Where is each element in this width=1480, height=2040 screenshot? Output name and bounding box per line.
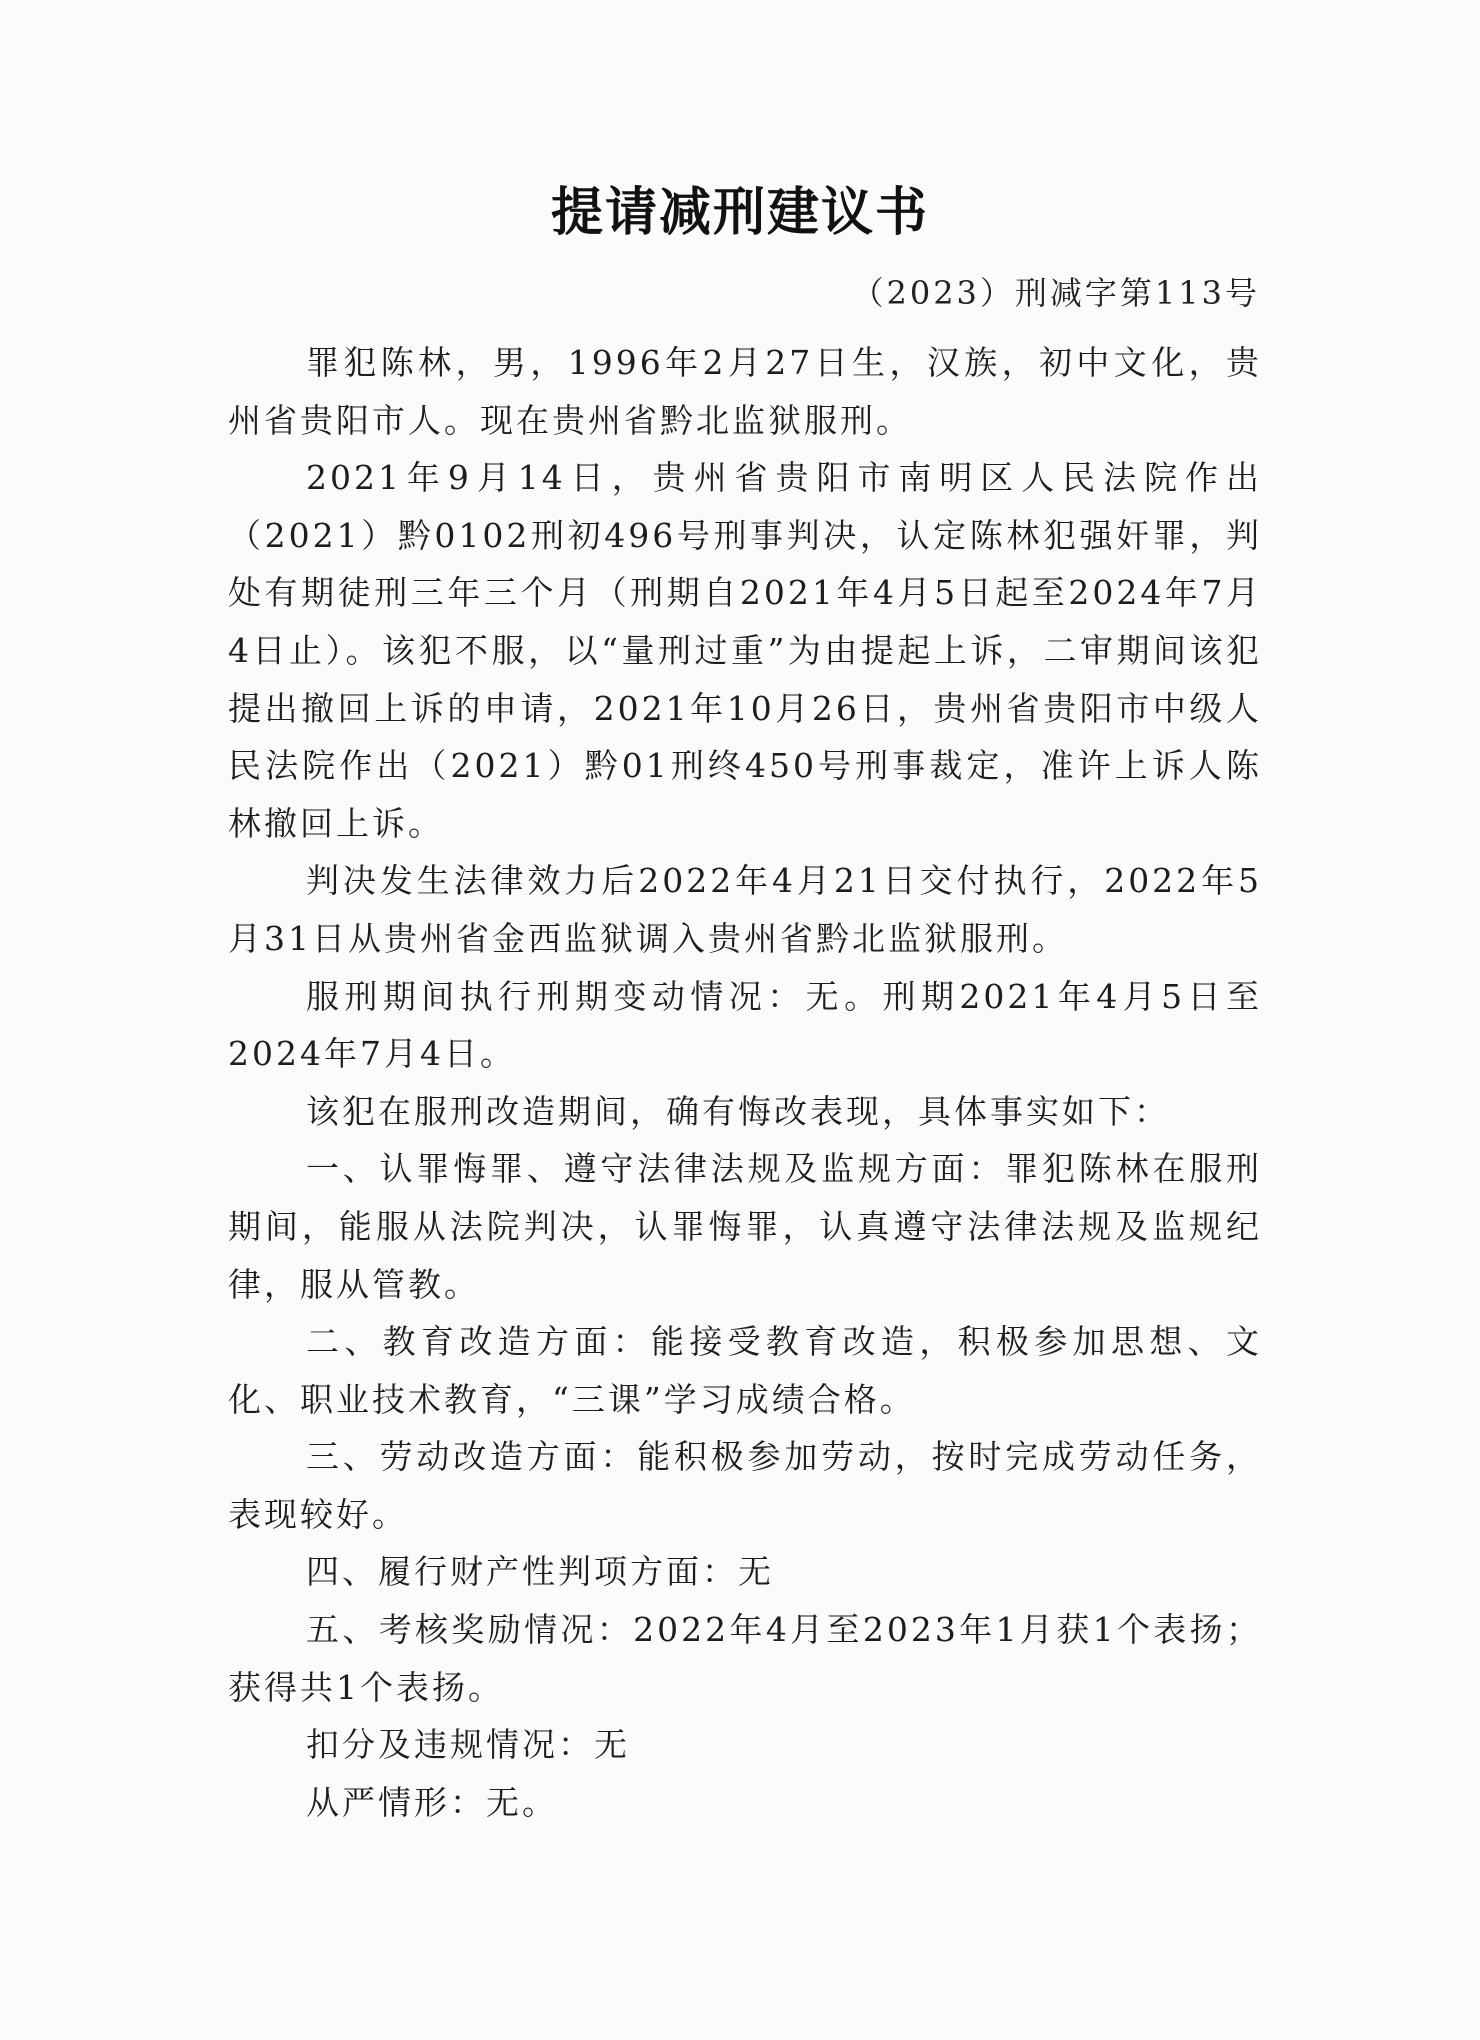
paragraph-labor: 三、劳动改造方面：能积极参加劳动，按时完成劳动任务，表现较好。 <box>228 1437 1262 1534</box>
paragraph-violations: 扣分及违规情况：无 <box>306 1725 630 1765</box>
paragraph-facts-intro: 该犯在服刑改造期间，确有悔改表现，具体事实如下： <box>306 1091 1170 1131</box>
paragraph-sentence-changes: 服刑期间执行刑期变动情况：无。刑期2021年4月5日至2024年7月4日。 <box>228 976 1262 1074</box>
paragraph-property: 四、履行财产性判项方面：无 <box>306 1552 774 1592</box>
paragraph-education: 二、教育改造方面：能接受教育改造，积极参加思想、文化、职业技术教育，“三课”学习成绩合格。 <box>228 1322 1262 1419</box>
paragraph-execution: 判决发生法律效力后2022年4月21日交付执行，2022年5月31日从贵州省金西监狱调入贵州省黔北监狱服刑。 <box>228 861 1262 958</box>
paragraph-rewards: 五、考核奖励情况：2022年4月至2023年1月获1个表扬；获得共1个表扬。 <box>228 1610 1262 1707</box>
paragraph-strict-circumstances: 从严情形：无。 <box>306 1782 558 1822</box>
document-body <box>228 334 1262 1831</box>
paragraph-repentance: 一、认罪悔罪、遵守法律法规及监规方面：罪犯陈林在服刑期间，能服从法院判决，认罪悔罪，认真遵守法律法规及监规纪律，服从管教。 <box>228 1149 1262 1304</box>
paragraph-criminal-info: 罪犯陈林，男，1996年2月27日生，汉族，初中文化，贵州省贵阳市人。现在贵州省黔北监狱服刑。 <box>228 343 1262 440</box>
paragraph-judgment: 2021年9月14日，贵州省贵阳市南明区人民法院作出（2021）黔0102刑初496号刑事判决，认定陈林犯强奸罪，判处有期徒刑三年三个月（刑期自2021年4月5日起至2024年7月4日止）。该犯不服，以“量刑过重”为由提起上诉，二审期间该犯提出撤回上诉的申请，2021年10月26日，贵州省贵阳市中级人民法院作出（2021）黔01刑终450号刑事裁定，准许上诉人陈林撤回上诉。 <box>228 458 1262 843</box>
document-number: （2023）刑减字第113号 <box>851 274 1260 312</box>
document-title: 提请减刑建议书 <box>550 182 929 243</box>
